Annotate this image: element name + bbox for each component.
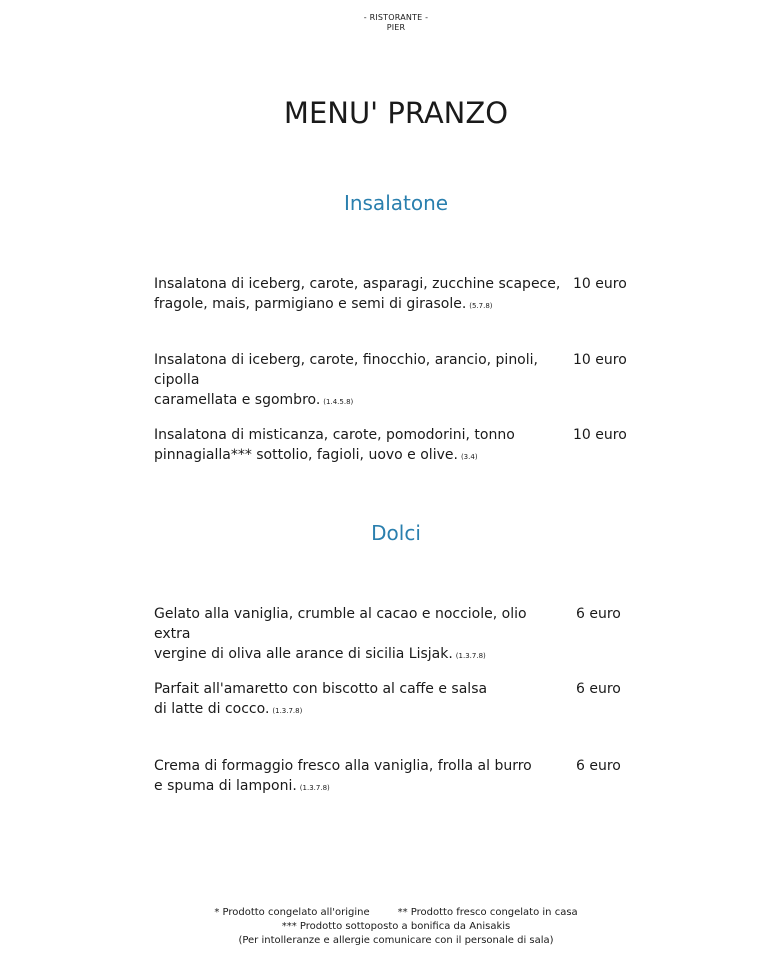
menu-item-desc-line: Insalatona di iceberg, carote, finocchio, arancio, pinoli, cipolla	[154, 352, 538, 388]
footer-notes	[0, 906, 768, 948]
menu-item-desc-line: di latte di cocco.	[154, 701, 270, 717]
menu-item-description	[154, 679, 564, 721]
menu-item-desc-line: Parfait all'amaretto con biscotto al caffe e salsa	[154, 681, 488, 697]
menu-item-desc-line: Gelato alla vaniglia, crumble al cacao e nocciole, olio extra	[154, 606, 527, 642]
note-anisakis: *** Prodotto sottoposto a bonifica da Anisakis	[281, 921, 511, 932]
note-frozen: * Prodotto congelato all'origine	[214, 907, 370, 918]
restaurant-brand	[0, 13, 768, 33]
menu-item-desc-line: pinnagialla*** sottolio, fagioli, uovo e olive.	[154, 447, 458, 463]
menu-item-description	[154, 425, 564, 467]
menu-item-price: 6 euro	[576, 681, 621, 697]
menu-item-desc-line: Insalatona di iceberg, carote, asparagi, zucchine scapece,	[154, 276, 561, 292]
menu-item-desc-line: caramellata e sgombro.	[154, 392, 321, 408]
allergen-codes: (3.4)	[460, 453, 478, 461]
menu-item-desc-line: fragole, mais, parmigiano e semi di girasole.	[154, 296, 467, 312]
note-fresh-frozen: ** Prodotto fresco congelato in casa	[397, 907, 578, 918]
menu-item-desc-line: vergine di oliva alle arance di sicilia Lisjak.	[154, 646, 453, 662]
page-title: MENU' PRANZO	[283, 96, 509, 130]
allergen-codes: (1.3.7.8)	[455, 652, 486, 660]
menu-item-desc-line: Insalatona di misticanza, carote, pomodorini, tonno	[154, 427, 515, 443]
menu-item-description	[154, 604, 564, 666]
menu-item-price: 6 euro	[576, 758, 621, 774]
note-allergies: (Per intolleranze e allergie comunicare con il personale di sala)	[238, 935, 554, 946]
menu-item-price: 10 euro	[573, 276, 627, 292]
allergen-codes: (1.4.5.8)	[323, 398, 354, 406]
menu-item-description	[154, 756, 564, 798]
menu-item-price: 10 euro	[573, 427, 627, 443]
allergen-codes: (1.3.7.8)	[299, 784, 330, 792]
menu-item-desc-line: e spuma di lamponi.	[154, 778, 297, 794]
menu-item-price: 10 euro	[573, 352, 627, 368]
menu-item-description	[154, 274, 564, 316]
section-title-insalatone: Insalatone	[343, 191, 449, 215]
section-title-dolci: Dolci	[371, 521, 421, 545]
menu-item-price: 6 euro	[576, 606, 621, 622]
footer-line-frozen	[0, 906, 768, 920]
allergen-codes: (5.7.8)	[469, 302, 493, 310]
brand-line-name: PIER	[386, 23, 406, 32]
allergen-codes: (1.3.7.8)	[272, 707, 303, 715]
menu-item-desc-line: Crema di formaggio fresco alla vaniglia, frolla al burro	[154, 758, 532, 774]
menu-item-description	[154, 350, 564, 412]
brand-line-ristorante: - RISTORANTE -	[363, 13, 429, 22]
